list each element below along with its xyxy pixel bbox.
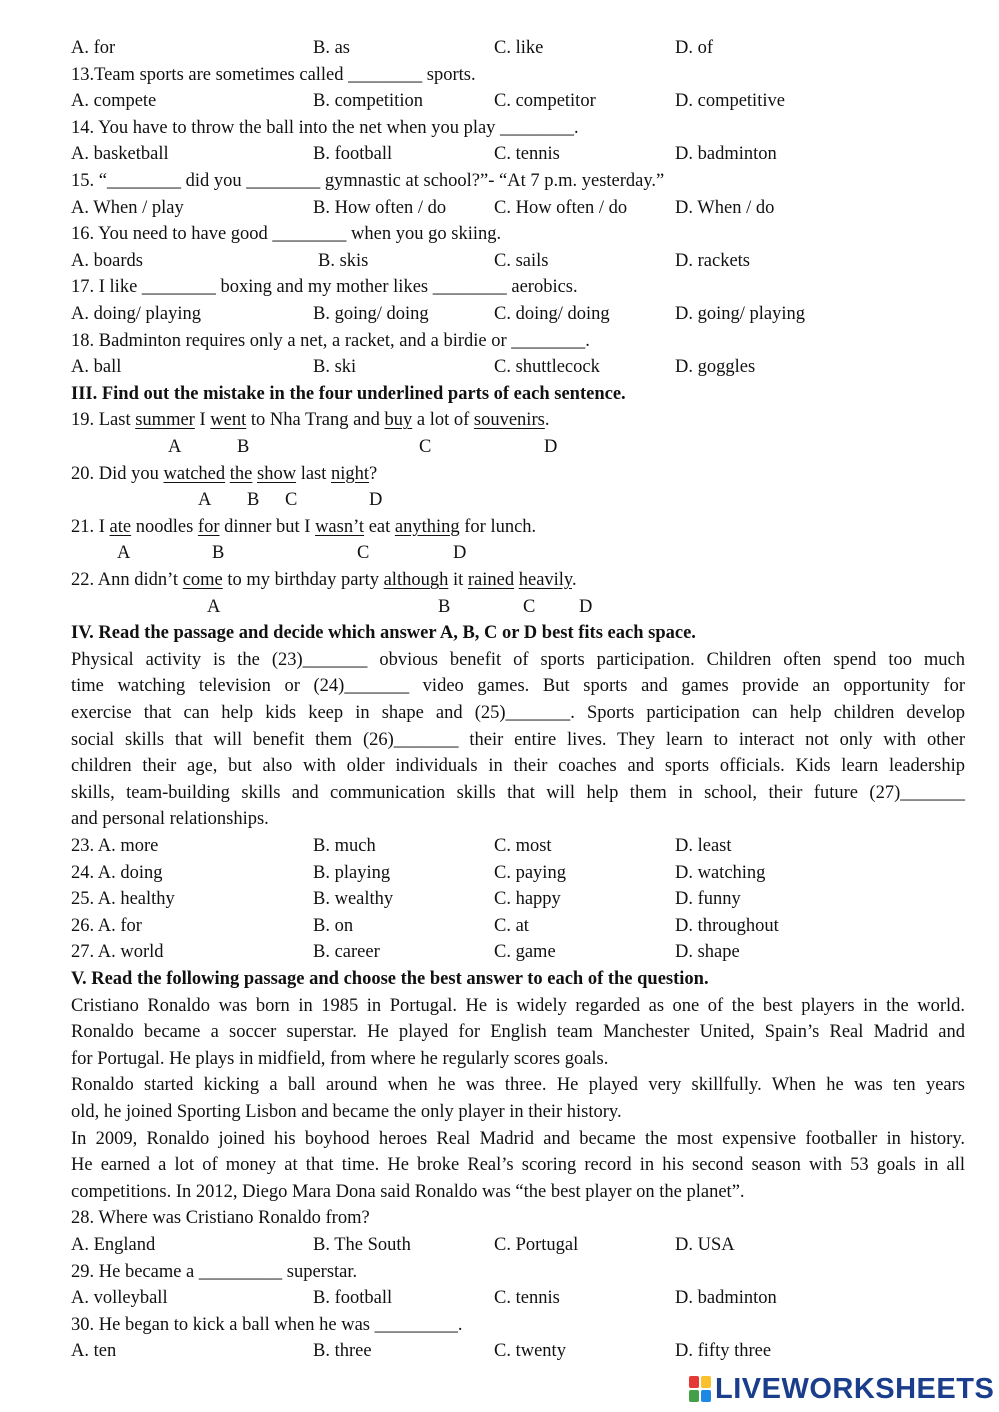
q14-option-b[interactable]: B. football — [313, 144, 393, 165]
q15-options — [71, 195, 965, 222]
q29-option-d[interactable]: D. badminton — [675, 1288, 777, 1309]
q22-underlined-a[interactable]: come — [182, 570, 223, 590]
q21-letter-a: A — [117, 543, 131, 564]
q28-option-b[interactable]: B. The South — [313, 1235, 411, 1255]
q28-stem: 28. Where was Cristiano Ronaldo from? — [71, 1208, 370, 1229]
q30-option-d[interactable]: D. fifty three — [675, 1341, 772, 1362]
q22-underlined-c[interactable]: rained — [467, 570, 515, 590]
q17-option-b[interactable]: B. going/ doing — [313, 304, 429, 324]
q16-options — [71, 248, 965, 275]
q19-sentence — [71, 407, 965, 434]
q13-option-a[interactable]: A. compete — [71, 91, 157, 112]
q12-option-b[interactable]: B. as — [313, 38, 350, 58]
q30-option-c[interactable]: C. twenty — [494, 1341, 566, 1362]
q26-option-c[interactable]: C. at — [494, 915, 529, 936]
q26-option-a[interactable]: 26. A. for — [71, 915, 142, 936]
q22-letter-b: B — [438, 596, 451, 617]
q28-option-d[interactable]: D. USA — [675, 1235, 735, 1255]
passage-4-line: and personal relationships. — [71, 809, 269, 830]
q21-letter-c: C — [357, 543, 370, 564]
q22-text: . — [572, 570, 577, 590]
q19-letters — [71, 434, 965, 461]
q22-underlined-b[interactable]: although — [383, 570, 449, 590]
q19-underlined-c[interactable]: buy — [384, 410, 413, 431]
q29-options — [71, 1285, 965, 1312]
q14-option-d[interactable]: D. badminton — [675, 144, 777, 165]
q26-options — [71, 913, 965, 940]
q16-option-b[interactable]: B. skis — [318, 250, 369, 271]
passage-4-line: time watching television or (24)_______ video games. But sports and games provide an opportunity for — [71, 676, 965, 697]
q14-stem: 14. You have to throw the ball into the net when you play ________. — [71, 117, 579, 138]
liveworksheets-logo — [689, 1372, 994, 1406]
q18-option-a[interactable]: A. ball — [71, 357, 122, 378]
q14-option-c[interactable]: C. tennis — [494, 144, 560, 165]
q23-option-b[interactable]: B. much — [313, 836, 376, 856]
q19-underlined-a[interactable]: summer — [135, 410, 195, 431]
q19-text: . — [544, 410, 550, 431]
liveworksheets-logo-icon — [689, 1376, 711, 1402]
q15-option-b[interactable]: B. How often / do — [313, 197, 447, 218]
q14-option-a[interactable]: A. basketball — [71, 144, 169, 165]
liveworksheets-logo-text: LIVEWORKSHEETS — [715, 1372, 995, 1405]
q12-option-c[interactable]: C. like — [494, 38, 544, 58]
q12-option-a[interactable]: A. for — [71, 38, 116, 58]
q20-letter-a: A — [198, 490, 212, 511]
passage-4-line: children their age, but also with older individuals in their coaches and sports officials. Kids learn leadership — [71, 756, 965, 777]
passage-4-line: social skills that will benefit them (26)_______ their entire lives. They learn to interact not only with other — [71, 729, 965, 750]
q22-text: 22. Ann didn’t — [71, 570, 183, 590]
passage-5-line: for Portugal. He plays in midfield, from where he regularly scores goals. — [71, 1048, 609, 1069]
q27-option-b[interactable]: B. career — [313, 942, 380, 963]
q18-options — [71, 354, 965, 381]
q23-option-d[interactable]: D. least — [675, 836, 732, 856]
q20-underlined-c[interactable]: show — [257, 463, 297, 484]
q17-option-a[interactable]: A. doing/ playing — [71, 304, 202, 324]
q21-underlined-d[interactable]: anything — [394, 516, 460, 537]
q16-option-c[interactable]: C. sails — [494, 250, 549, 271]
q27-option-c[interactable]: C. game — [494, 942, 556, 963]
q25-option-a[interactable]: 25. A. healthy — [71, 889, 175, 910]
q28-option-a[interactable]: A. England — [71, 1235, 156, 1255]
q24-option-c[interactable]: C. paying — [494, 862, 566, 883]
q23-options — [71, 833, 965, 860]
q21-text: eat — [364, 516, 395, 537]
q15-stem: 15. “________ did you ________ gymnastic at school?”- “At 7 p.m. yesterday.” — [71, 171, 665, 191]
q12-option-d[interactable]: D. of — [675, 38, 714, 58]
q15-option-d[interactable]: D. When / do — [675, 197, 775, 218]
q21-text: dinner but I — [219, 516, 316, 537]
q20-underlined-a[interactable]: watched — [163, 463, 226, 484]
q21-text: for lunch. — [459, 516, 537, 537]
q15-option-a[interactable]: A. When / play — [71, 197, 184, 218]
q20-text: 20. Did you — [71, 463, 164, 484]
passage-5-line: competitions. In 2012, Diego Mara Dona said Ronaldo was “the best player on the planet”. — [71, 1181, 745, 1202]
q24-option-b[interactable]: B. playing — [313, 862, 391, 883]
passage-5-line: Ronaldo started kicking a ball around when he was three. He played very skillfully. When he was ten years — [71, 1075, 965, 1096]
q21-sentence — [71, 514, 965, 541]
q30-option-a[interactable]: A. ten — [71, 1341, 117, 1362]
q21-letter-d: D — [453, 543, 467, 564]
q30-options — [71, 1338, 965, 1365]
q28-options — [71, 1232, 965, 1259]
q21-letter-b: B — [212, 543, 225, 564]
passage-5-line: Cristiano Ronaldo was born in 1985 in Portugal. He is widely regarded as one of the best players in the world. — [71, 995, 965, 1016]
q17-stem: 17. I like ________ boxing and my mother likes ________ aerobics. — [71, 277, 578, 298]
q20-letter-c: C — [285, 490, 298, 511]
q24-option-a[interactable]: 24. A. doing — [71, 862, 163, 883]
q21-underlined-b[interactable]: for — [197, 516, 220, 537]
q18-option-b[interactable]: B. ski — [313, 357, 357, 378]
q17-option-d[interactable]: D. going/ playing — [675, 304, 806, 324]
q22-text: to my birthday party — [222, 570, 384, 590]
q20-letter-d: D — [369, 490, 383, 511]
q19-underlined-b[interactable]: went — [210, 410, 247, 431]
section-5-heading: V. Read the following passage and choose the best answer to each of the question. — [71, 969, 709, 989]
passage-4-line: skills, team-building skills and communication skills that will help them in school, their future (27)_______ — [71, 782, 965, 803]
q20-sentence — [71, 461, 965, 488]
q25-option-c[interactable]: C. happy — [494, 889, 561, 910]
q21-underlined-c[interactable]: wasn’t — [315, 516, 365, 537]
q29-stem: 29. He became a _________ superstar. — [71, 1261, 358, 1282]
q22-letters — [71, 594, 965, 621]
q22-text: it — [448, 570, 468, 590]
q13-option-c[interactable]: C. competitor — [494, 91, 596, 112]
q22-sentence — [71, 567, 965, 594]
q13-option-d[interactable]: D. competitive — [675, 91, 785, 112]
passage-5-line: old, he joined Sporting Lisbon and became the only player in their history. — [71, 1102, 622, 1122]
q16-option-d[interactable]: D. rackets — [675, 250, 750, 271]
q24-option-d[interactable]: D. watching — [675, 862, 766, 883]
q19-text: to Nha Trang and — [246, 410, 385, 431]
q22-letter-a: A — [207, 596, 221, 617]
passage-4-line: exercise that can help kids keep in shape and (25)_______. Sports participation can help children develop — [71, 703, 965, 723]
q13-stem: 13.Team sports are sometimes called ________ sports. — [71, 64, 476, 85]
q17-option-c[interactable]: C. doing/ doing — [494, 304, 610, 324]
q30-option-b[interactable]: B. three — [313, 1341, 372, 1362]
q20-text: ? — [369, 463, 378, 484]
q13-options — [71, 88, 965, 115]
q25-options — [71, 886, 965, 913]
q21-text: 21. I — [71, 516, 110, 537]
q19-letter-d: D — [544, 437, 558, 457]
q25-option-d[interactable]: D. funny — [675, 889, 741, 910]
q18-option-c[interactable]: C. shuttlecock — [494, 357, 600, 378]
q15-option-c[interactable]: C. How often / do — [494, 197, 628, 218]
q25-option-b[interactable]: B. wealthy — [313, 889, 394, 910]
q19-letter-c: C — [419, 437, 432, 457]
q21-underlined-a[interactable]: ate — [109, 516, 132, 537]
q21-text: noodles — [131, 516, 198, 537]
q12-options — [71, 35, 965, 62]
passage-5-line: In 2009, Ronaldo joined his boyhood heroes Real Madrid and became the most expensive footballer in history. — [71, 1128, 965, 1149]
q20-text: last — [296, 463, 332, 484]
q27-option-a[interactable]: 27. A. world — [71, 942, 164, 963]
q21-letters — [71, 540, 965, 567]
q18-option-d[interactable]: D. goggles — [675, 357, 756, 378]
section-4-heading: IV. Read the passage and decide which answer A, B, C or D best fits each space. — [71, 623, 696, 644]
q14-options — [71, 141, 965, 168]
q19-letter-a: A — [168, 437, 182, 457]
q23-option-a[interactable]: 23. A. more — [71, 836, 159, 856]
q20-letters — [71, 487, 965, 514]
q29-option-a[interactable]: A. volleyball — [71, 1288, 168, 1309]
q20-letter-b: B — [247, 490, 260, 511]
q29-option-c[interactable]: C. tennis — [494, 1288, 560, 1309]
q20-underlined-d[interactable]: night — [331, 463, 370, 484]
passage-5-line: He earned a lot of money at that time. He broke Real’s scoring record in his second season with 53 goals in all — [71, 1155, 965, 1176]
q26-option-d[interactable]: D. throughout — [675, 915, 779, 936]
passage-4-line: Physical activity is the (23)_______ obvious benefit of sports participation. Children often spend too much — [71, 649, 965, 670]
q16-stem: 16. You need to have good ________ when you go skiing. — [71, 224, 502, 245]
q13-option-b[interactable]: B. competition — [313, 91, 423, 112]
q30-stem: 30. He began to kick a ball when he was _________. — [71, 1314, 463, 1335]
q19-text: I — [194, 410, 211, 431]
section-3-heading: III. Find out the mistake in the four underlined parts of each sentence. — [71, 383, 626, 404]
q29-option-b[interactable]: B. football — [313, 1288, 393, 1309]
q22-letter-c: C — [523, 596, 536, 617]
q23-option-c[interactable]: C. most — [494, 836, 552, 856]
q28-option-c[interactable]: C. Portugal — [494, 1235, 579, 1255]
q16-option-a[interactable]: A. boards — [71, 250, 143, 271]
passage-5-line: Ronaldo became a soccer superstar. He played for English team Manchester United, Spain’s Real Madrid and — [71, 1022, 965, 1043]
q27-options — [71, 939, 965, 966]
q26-option-b[interactable]: B. on — [313, 915, 354, 936]
q22-letter-d: D — [579, 596, 593, 617]
q19-text: 19. Last — [71, 410, 136, 431]
q20-underlined-b[interactable]: the — [229, 463, 253, 484]
q27-option-d[interactable]: D. shape — [675, 942, 740, 963]
q19-letter-b: B — [237, 437, 250, 457]
q22-underlined-d[interactable]: heavily — [518, 570, 572, 590]
q19-underlined-d[interactable]: souvenirs — [473, 410, 545, 431]
q18-stem: 18. Badminton requires only a net, a racket, and a birdie or ________. — [71, 330, 590, 351]
q24-options — [71, 860, 965, 887]
q19-text: a lot of — [412, 410, 474, 431]
q17-options — [71, 301, 965, 328]
